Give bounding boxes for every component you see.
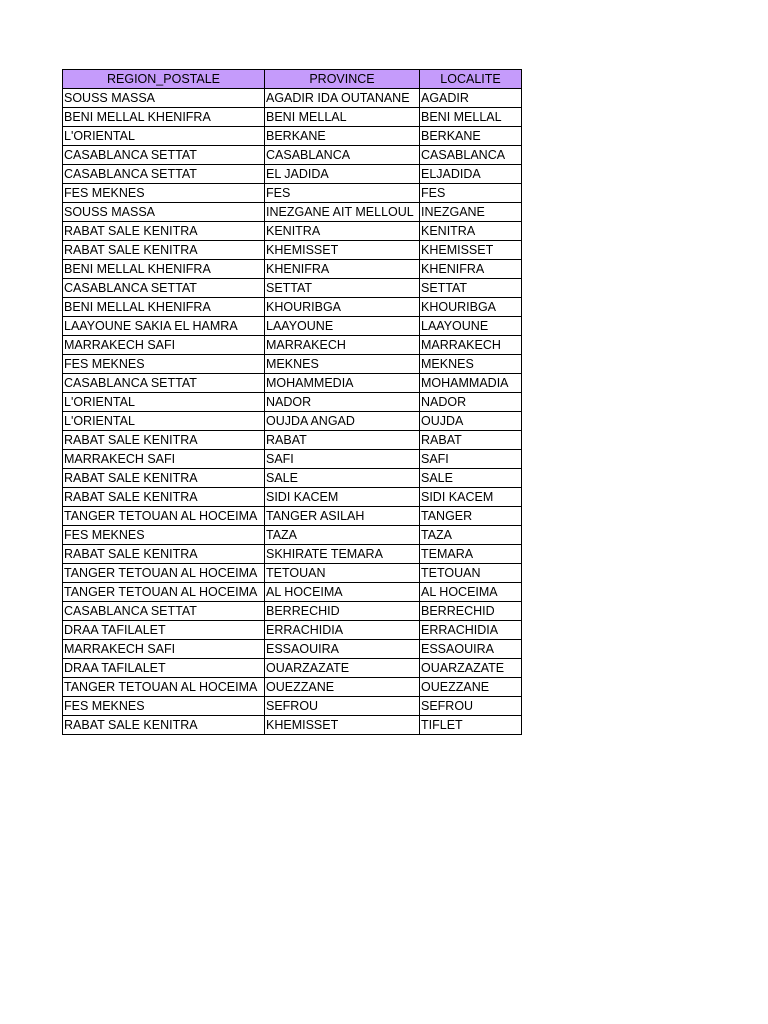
- table-row: [63, 279, 522, 298]
- cell-localite: OUJDA: [420, 412, 522, 431]
- table-row: [63, 678, 522, 697]
- table-row: [63, 184, 522, 203]
- column-header-localite: LOCALITE: [420, 70, 522, 89]
- table-row: [63, 697, 522, 716]
- cell-region: CASABLANCA SETTAT: [63, 374, 265, 393]
- cell-province: SEFROU: [265, 697, 420, 716]
- cell-region: SOUSS MASSA: [63, 203, 265, 222]
- cell-province: RABAT: [265, 431, 420, 450]
- cell-region: CASABLANCA SETTAT: [63, 165, 265, 184]
- table-row: [63, 317, 522, 336]
- column-header-region: REGION_POSTALE: [63, 70, 265, 89]
- table-row: [63, 602, 522, 621]
- cell-localite: SAFI: [420, 450, 522, 469]
- cell-localite: BERKANE: [420, 127, 522, 146]
- cell-region: CASABLANCA SETTAT: [63, 602, 265, 621]
- cell-region: RABAT SALE KENITRA: [63, 545, 265, 564]
- cell-region: FES MEKNES: [63, 355, 265, 374]
- cell-province: KHEMISSET: [265, 241, 420, 260]
- cell-localite: SETTAT: [420, 279, 522, 298]
- cell-localite: OUEZZANE: [420, 678, 522, 697]
- cell-province: NADOR: [265, 393, 420, 412]
- cell-region: SOUSS MASSA: [63, 89, 265, 108]
- spreadsheet-page: [62, 69, 522, 735]
- cell-region: CASABLANCA SETTAT: [63, 279, 265, 298]
- cell-region: CASABLANCA SETTAT: [63, 146, 265, 165]
- table-row: [63, 241, 522, 260]
- cell-province: SALE: [265, 469, 420, 488]
- table-row: [63, 450, 522, 469]
- cell-localite: TEMARA: [420, 545, 522, 564]
- cell-region: BENI MELLAL KHENIFRA: [63, 260, 265, 279]
- table-row: [63, 127, 522, 146]
- cell-region: RABAT SALE KENITRA: [63, 488, 265, 507]
- cell-province: MOHAMMEDIA: [265, 374, 420, 393]
- table-row: [63, 260, 522, 279]
- cell-localite: FES: [420, 184, 522, 203]
- cell-localite: TETOUAN: [420, 564, 522, 583]
- table-row: [63, 545, 522, 564]
- cell-province: KHEMISSET: [265, 716, 420, 735]
- cell-province: TANGER ASILAH: [265, 507, 420, 526]
- cell-localite: LAAYOUNE: [420, 317, 522, 336]
- table-body: [63, 89, 522, 735]
- table-row: [63, 507, 522, 526]
- table-row: [63, 716, 522, 735]
- table-row: [63, 526, 522, 545]
- cell-localite: KHEMISSET: [420, 241, 522, 260]
- table-row: [63, 298, 522, 317]
- cell-province: ESSAOUIRA: [265, 640, 420, 659]
- cell-localite: SALE: [420, 469, 522, 488]
- table-row: [63, 431, 522, 450]
- cell-region: TANGER TETOUAN AL HOCEIMA: [63, 678, 265, 697]
- table-row: [63, 165, 522, 184]
- cell-province: INEZGANE AIT MELLOUL: [265, 203, 420, 222]
- cell-localite: MARRAKECH: [420, 336, 522, 355]
- cell-localite: RABAT: [420, 431, 522, 450]
- cell-localite: MEKNES: [420, 355, 522, 374]
- cell-region: BENI MELLAL KHENIFRA: [63, 108, 265, 127]
- cell-region: L'ORIENTAL: [63, 412, 265, 431]
- cell-province: MEKNES: [265, 355, 420, 374]
- cell-province: MARRAKECH: [265, 336, 420, 355]
- cell-localite: ERRACHIDIA: [420, 621, 522, 640]
- cell-province: EL JADIDA: [265, 165, 420, 184]
- cell-localite: TANGER: [420, 507, 522, 526]
- cell-province: CASABLANCA: [265, 146, 420, 165]
- cell-region: MARRAKECH SAFI: [63, 450, 265, 469]
- cell-region: RABAT SALE KENITRA: [63, 222, 265, 241]
- cell-localite: KENITRA: [420, 222, 522, 241]
- cell-region: MARRAKECH SAFI: [63, 640, 265, 659]
- table-row: [63, 412, 522, 431]
- cell-province: SETTAT: [265, 279, 420, 298]
- cell-province: SKHIRATE TEMARA: [265, 545, 420, 564]
- table-row: [63, 108, 522, 127]
- cell-localite: ESSAOUIRA: [420, 640, 522, 659]
- cell-province: TAZA: [265, 526, 420, 545]
- table-row: [63, 469, 522, 488]
- cell-province: AGADIR IDA OUTANANE: [265, 89, 420, 108]
- cell-localite: ELJADIDA: [420, 165, 522, 184]
- column-header-province: PROVINCE: [265, 70, 420, 89]
- cell-localite: SIDI KACEM: [420, 488, 522, 507]
- table-row: [63, 146, 522, 165]
- cell-localite: TAZA: [420, 526, 522, 545]
- cell-province: KHOURIBGA: [265, 298, 420, 317]
- cell-region: MARRAKECH SAFI: [63, 336, 265, 355]
- locality-table: [62, 69, 522, 735]
- cell-region: RABAT SALE KENITRA: [63, 469, 265, 488]
- cell-localite: INEZGANE: [420, 203, 522, 222]
- cell-province: OUEZZANE: [265, 678, 420, 697]
- cell-localite: OUARZAZATE: [420, 659, 522, 678]
- cell-province: KENITRA: [265, 222, 420, 241]
- cell-province: SIDI KACEM: [265, 488, 420, 507]
- cell-province: OUARZAZATE: [265, 659, 420, 678]
- cell-region: RABAT SALE KENITRA: [63, 431, 265, 450]
- cell-region: L'ORIENTAL: [63, 393, 265, 412]
- cell-localite: CASABLANCA: [420, 146, 522, 165]
- cell-region: RABAT SALE KENITRA: [63, 241, 265, 260]
- cell-localite: MOHAMMADIA: [420, 374, 522, 393]
- table-row: [63, 621, 522, 640]
- table-row: [63, 659, 522, 678]
- cell-localite: AL HOCEIMA: [420, 583, 522, 602]
- table-row: [63, 203, 522, 222]
- cell-localite: NADOR: [420, 393, 522, 412]
- table-row: [63, 640, 522, 659]
- cell-region: BENI MELLAL KHENIFRA: [63, 298, 265, 317]
- cell-region: RABAT SALE KENITRA: [63, 716, 265, 735]
- table-row: [63, 564, 522, 583]
- cell-province: SAFI: [265, 450, 420, 469]
- cell-region: TANGER TETOUAN AL HOCEIMA: [63, 507, 265, 526]
- cell-localite: AGADIR: [420, 89, 522, 108]
- cell-region: DRAA TAFILALET: [63, 659, 265, 678]
- table-row: [63, 336, 522, 355]
- cell-province: KHENIFRA: [265, 260, 420, 279]
- cell-localite: KHENIFRA: [420, 260, 522, 279]
- table-row: [63, 89, 522, 108]
- table-row: [63, 222, 522, 241]
- cell-region: TANGER TETOUAN AL HOCEIMA: [63, 564, 265, 583]
- table-header: [63, 70, 522, 89]
- cell-region: FES MEKNES: [63, 184, 265, 203]
- cell-province: AL HOCEIMA: [265, 583, 420, 602]
- cell-province: BENI MELLAL: [265, 108, 420, 127]
- cell-localite: BERRECHID: [420, 602, 522, 621]
- cell-localite: KHOURIBGA: [420, 298, 522, 317]
- cell-region: L'ORIENTAL: [63, 127, 265, 146]
- cell-region: FES MEKNES: [63, 697, 265, 716]
- cell-province: LAAYOUNE: [265, 317, 420, 336]
- cell-localite: SEFROU: [420, 697, 522, 716]
- cell-province: FES: [265, 184, 420, 203]
- table-row: [63, 393, 522, 412]
- cell-region: FES MEKNES: [63, 526, 265, 545]
- cell-region: TANGER TETOUAN AL HOCEIMA: [63, 583, 265, 602]
- table-row: [63, 355, 522, 374]
- table-row: [63, 583, 522, 602]
- cell-province: BERKANE: [265, 127, 420, 146]
- header-row: [63, 70, 522, 89]
- cell-province: TETOUAN: [265, 564, 420, 583]
- cell-region: DRAA TAFILALET: [63, 621, 265, 640]
- cell-localite: TIFLET: [420, 716, 522, 735]
- cell-province: ERRACHIDIA: [265, 621, 420, 640]
- cell-province: OUJDA ANGAD: [265, 412, 420, 431]
- cell-province: BERRECHID: [265, 602, 420, 621]
- cell-localite: BENI MELLAL: [420, 108, 522, 127]
- table-row: [63, 488, 522, 507]
- cell-region: LAAYOUNE SAKIA EL HAMRA: [63, 317, 265, 336]
- table-row: [63, 374, 522, 393]
